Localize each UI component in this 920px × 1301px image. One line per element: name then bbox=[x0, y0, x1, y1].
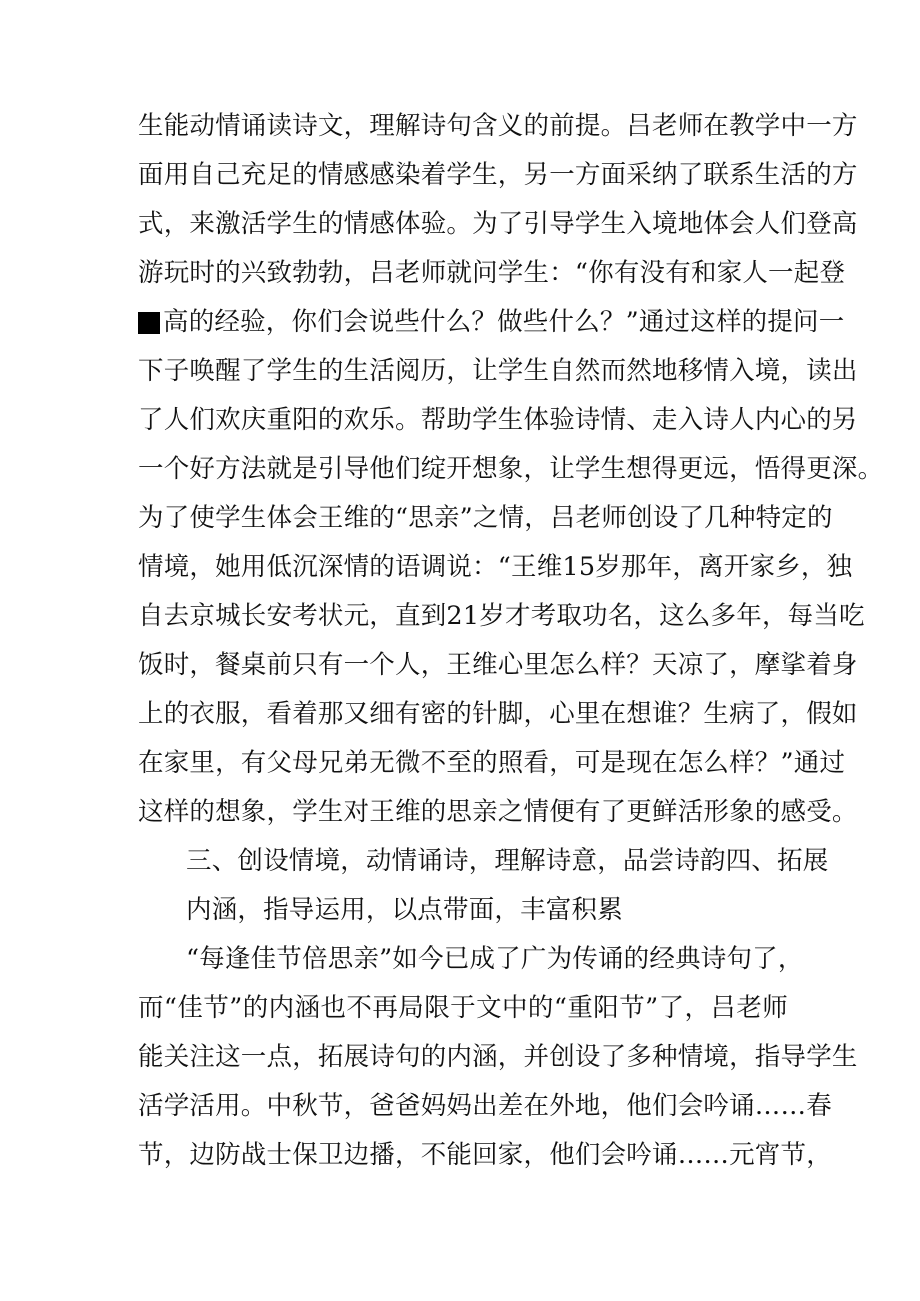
paragraph-line: 游玩时的兴致勃勃，吕老师就问学生：“你有没有和家人一起登 bbox=[138, 258, 846, 288]
paragraph-line: 活学活用。中秋节，爸爸妈妈出差在外地，他们会吟诵……春 bbox=[138, 1091, 832, 1121]
paragraph-line: 能关注这一点，拓展诗句的内涵，并创设了多种情境，指导学生 bbox=[138, 1042, 858, 1072]
paragraph-line: 而“佳节”的内涵也不再局限于文中的“重阳节”了，吕老师 bbox=[138, 993, 788, 1023]
paragraph-line: 节，边防战士保卫边播，不能回家，他们会吟诵……元宵节， bbox=[138, 1140, 832, 1170]
paragraph-line: 自去京城长安考状元，直到21岁才考取功名，这么多年，每当吃 bbox=[138, 601, 865, 631]
paragraph-line: 情境，她用低沉深情的语调说：“王维15岁那年，离开家乡，独 bbox=[138, 552, 853, 582]
section-heading: 三、创设情境，动情诵诗，理解诗意，品尝诗韵四、拓展 bbox=[186, 846, 829, 876]
paragraph-line: 饭时，餐桌前只有一个人，王维心里怎么样？天凉了，摩挲着身 bbox=[138, 650, 858, 680]
paragraph-line: 面用自己充足的情感感染着学生，另一方面采纳了联系生活的方 bbox=[138, 160, 858, 190]
paragraph-line: 这样的想象，学生对王维的思亲之情便有了更鲜活形象的感受。 bbox=[138, 797, 858, 827]
paragraph-line: 了人们欢庆重阳的欢乐。帮助学生体验诗情、走入诗人内心的另 bbox=[138, 405, 858, 435]
paragraph-line: 在家里，有父母兄弟无微不至的照看，可是现在怎么样？”通过 bbox=[138, 748, 846, 778]
paragraph-line: 生能动情诵读诗文，理解诗句含义的前提。吕老师在教学中一方 bbox=[138, 111, 858, 141]
paragraph-line: “每逢佳节倍思亲”如今已成了广为传诵的经典诗句了， bbox=[186, 944, 804, 974]
paragraph-line: 为了使学生体会王维的“思亲”之情，吕老师创设了几种特定的 bbox=[138, 503, 833, 533]
paragraph-line: 上的衣服，看着那又细有密的针脚，心里在想谁？生病了，假如 bbox=[138, 699, 858, 729]
redaction-block bbox=[138, 312, 160, 334]
paragraph-line: 一个好方法就是引导他们绽开想象，让学生想得更远，悟得更深。 bbox=[138, 454, 884, 484]
paragraph-line: 式，来激活学生的情感体验。为了引导学生入境地体会人们登高 bbox=[138, 209, 858, 239]
section-heading-continued: 内涵，指导运用，以点带面，丰富积累 bbox=[186, 895, 623, 925]
paragraph-line: 下子唤醒了学生的生活阅历，让学生自然而然地移情入境，读出 bbox=[138, 356, 858, 386]
paragraph-line: 高的经验，你们会说些什么？做些什么？”通过这样的提问一 bbox=[163, 307, 845, 337]
